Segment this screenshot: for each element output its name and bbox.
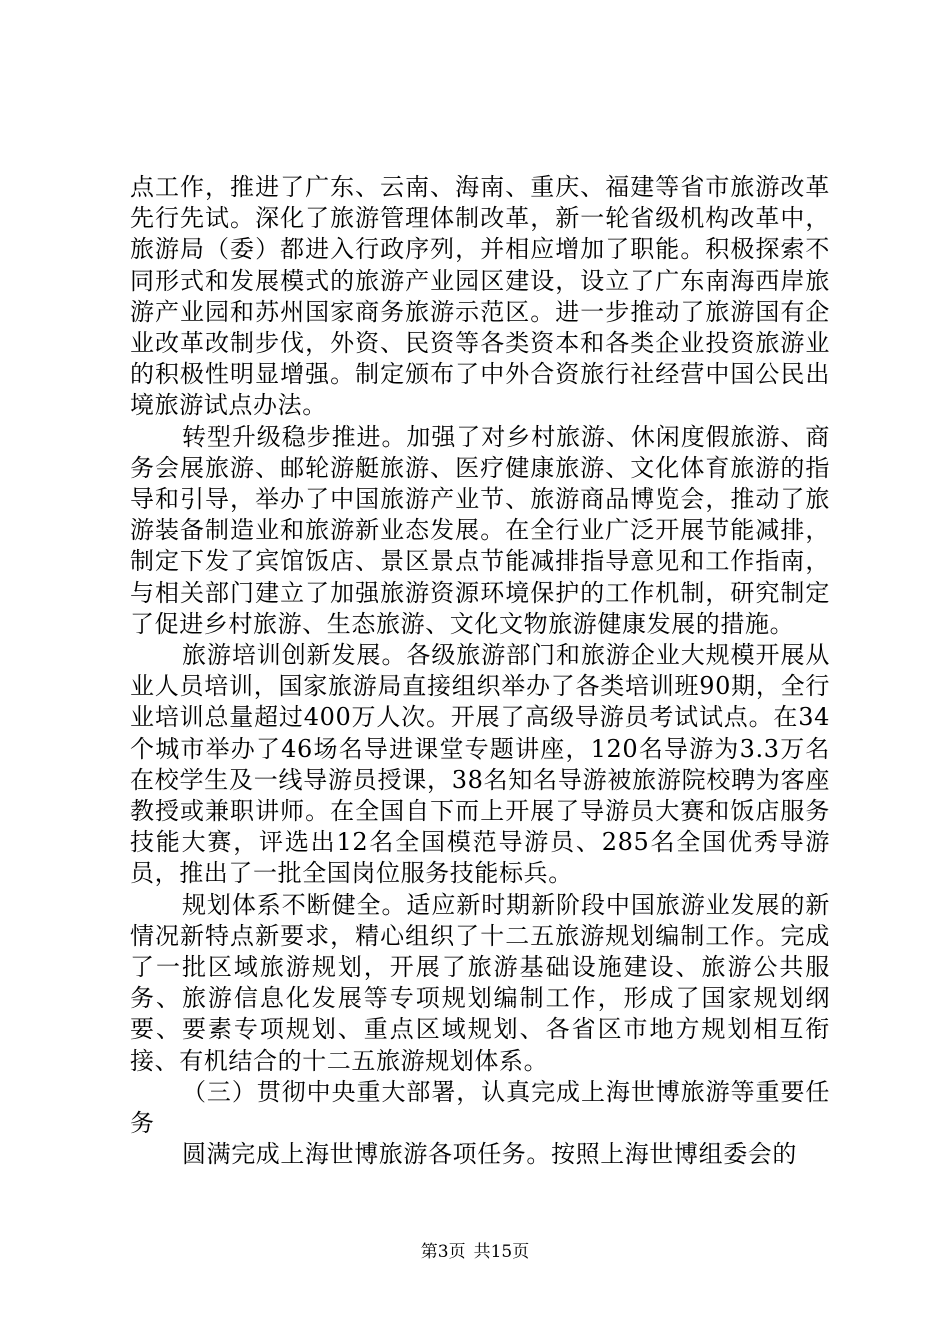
document-body bbox=[130, 172, 830, 1171]
section-heading-three: （三）贯彻中央重大部署，认真完成上海世博旅游等重要任务 bbox=[130, 1077, 830, 1138]
page-total: 共15页 bbox=[473, 1242, 530, 1262]
paragraph-transformation-upgrade: 转型升级稳步推进。加强了对乡村旅游、休闲度假旅游、商务会展旅游、邮轮游艇旅游、医疗健康旅游、文化体育旅游的指导和引导，举办了中国旅游产业节、旅游商品博览会，推动了旅游装备制造业和旅游新业态发展。在全行业广泛开展节能减排，制定下发了宾馆饭店、景区景点节能减排指导意见和工作指南，与相关部门建立了加强旅游资源环境保护的工作机制，研究制定了促进乡村旅游、生态旅游、文化文物旅游健康发展的措施。 bbox=[130, 422, 830, 638]
paragraph-tourism-training: 旅游培训创新发展。各级旅游部门和旅游企业大规模开展从业人员培训，国家旅游局直接组织举办了各类培训班90期，全行业培训总量超过400万人次。开展了高级导游员考试试点。在34个城市举办了46场名导进课堂专题讲座，120名导游为3.3万名在校学生及一线导游员授课，38名知名导游被旅游院校聘为客座教授或兼职讲师。在全国自下而上开展了导游员大赛和饭店服务技能大赛，评选出12名全国模范导游员、285名全国优秀导游员，推出了一批全国岗位服务技能标兵。 bbox=[130, 641, 830, 888]
paragraph-reform-continuation: 点工作，推进了广东、云南、海南、重庆、福建等省市旅游改革先行先试。深化了旅游管理体制改革，新一轮省级机构改革中，旅游局（委）都进入行政序列，并相应增加了职能。积极探索不同形式和发展模式的旅游产业园区建设，设立了广东南海西岸旅游产业园和苏州国家商务旅游示范区。进一步推动了旅游国有企业改革改制步伐，外资、民资等各类资本和各类企业投资旅游业的积极性明显增强。制定颁布了中外合资旅行社经营中国公民出境旅游试点办法。 bbox=[130, 173, 830, 420]
page-footer bbox=[0, 1237, 950, 1262]
paragraph-shanghai-expo: 圆满完成上海世博旅游各项任务。按照上海世博组委会的 bbox=[182, 1140, 797, 1169]
page-number: 第3页 bbox=[420, 1242, 466, 1262]
paragraph-planning-system: 规划体系不断健全。适应新时期新阶段中国旅游业发展的新情况新特点新要求，精心组织了十二五旅游规划编制工作。完成了一批区域旅游规划，开展了旅游基础设施建设、旅游公共服务、旅游信息化发展等专项规划编制工作，形成了国家规划纲要、要素专项规划、重点区域规划、各省区市地方规划相互衔接、有机结合的十二五旅游规划体系。 bbox=[130, 890, 830, 1075]
